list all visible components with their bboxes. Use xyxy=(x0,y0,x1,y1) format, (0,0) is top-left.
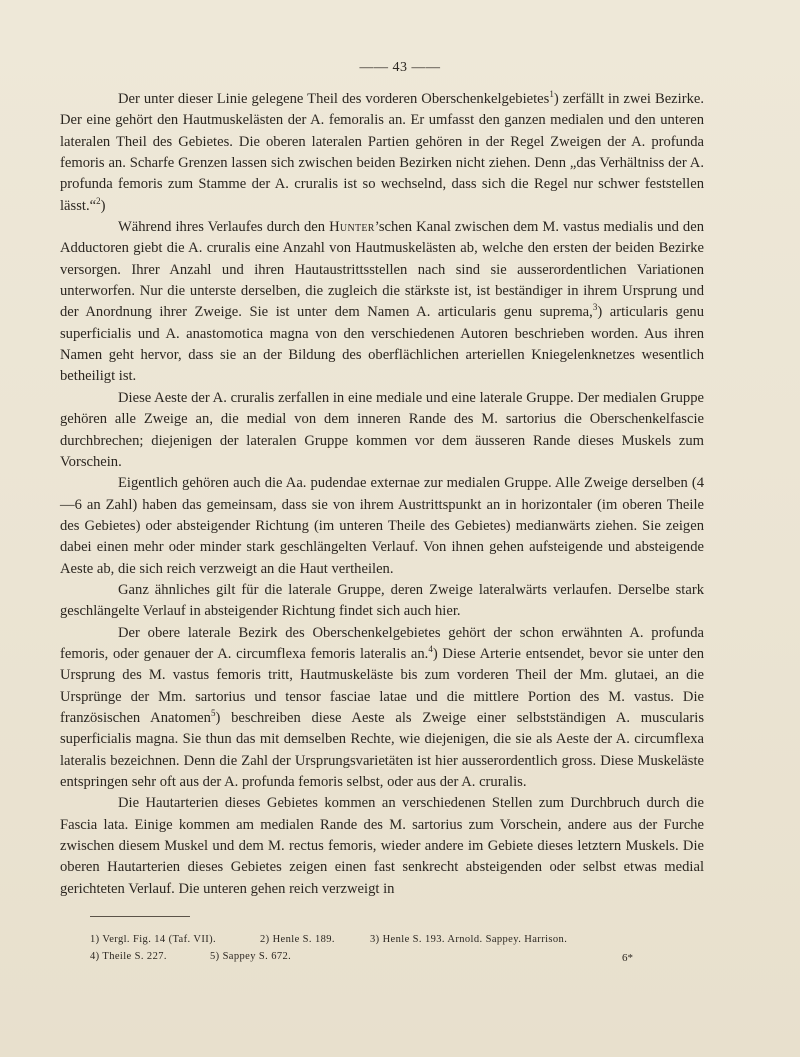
footnote-row-2 xyxy=(90,948,650,965)
footnote-4: 4) Theile S. 227. xyxy=(90,951,167,962)
footnote-1: 1) Vergl. Fig. 14 (Taf. VII). xyxy=(90,934,217,945)
paragraph-1: Der unter dieser Linie gelegene Theil des vorderen Oberschenkelgebietes$^1$) zerfällt in zwei Bezirke. Der eine gehört den Hautmuskelästen der A. femoralis an. Er umfasst den ganzen medialen und den unteren lateralen Theil des Gebietes. Die oberen lateralen Partien gehören in der Regel Zweigen der A. profunda femoris an. Scharfe Grenzen lassen sich zwischen beiden Bezirken nicht ziehen. Denn „das Verhältniss der A. profunda femoris zum Stamme der A. cruralis ist so wechselnd, dass sich die Regel nur schwer feststellen lässt.“$^2$) xyxy=(60,89,704,214)
footnote-ref-2: 2 xyxy=(96,195,101,206)
footnote-ref-5: 5 xyxy=(210,708,216,719)
paragraph-7: Die Hautarterien dieses Gebietes kommen an verschiedenen Stellen zum Durchbruch durch die Fascia lata. Einige kommen am medialen Rande des M. sartorius zum Vorschein, andere aus der Furche zwischen diesem Muskel und dem M. rectus femoris, wieder andere im Gebiete dieses letztern Muskels. Die oberen Hautarterien dieses Gebietes zeigen einen fast senkrecht absteigenden oder selbst etwas medial gerichteten Verlauf. Die unteren gehen reich verzweigt in xyxy=(60,795,704,897)
footnote-ref-4: 4 xyxy=(428,644,433,655)
paragraph-6: Der obere laterale Bezirk des Oberschenkelgebietes gehört der schon erwähnten A. profunda femoris, oder genauer der A. circumflexa femoris lateralis an.$^4$) Diese Arterie entsendet, bevor sie unter den Ursprung des M. vastus femoris tritt, Hautmuskeläste bis zum vorderen Theil der Mm. glutaei, an die Ursprünge der Mm. sartorius und tensor fasciae latae und die mittlere Portion des M. vastus. Die französischen Anatomen$^5$) beschreiben diese Aeste als Zweige einer selbstständigen A. muscularis superficialis magna. Sie thun das mit demselben Rechte, wie diejenigen, die sie als Aeste der A. circumflexa lateralis bezeichnen. Denn die Zahl der Ursprungsvarietäten ist hier ausserordentlich gross. Diese Muskeläste entspringen sehr oft aus der A. profunda femoris selbst, oder aus der A. cruralis. xyxy=(60,624,704,790)
footnotes xyxy=(90,931,650,965)
paragraph-5: Ganz ähnliches gilt für die laterale Gruppe, deren Zweige lateralwärts verlaufen. Derselbe stark geschlängelte Verlauf in absteigender Richtung findet sich auch hier. xyxy=(60,581,704,620)
paragraph-4: Eigentlich gehören auch die Aa. pudendae externae zur medialen Gruppe. Alle Zweige derselben (4—6 an Zahl) haben das gemeinsam, dass sie von ihrem Austrittspunkt an in horizontaler (im oberen Theile des Gebietes) oder absteigender Richtung (im unteren Theile des Gebietes) medianwärts ziehen. Sie zeigen dabei einen mehr oder minder stark geschlängelten Verlauf. Von ihnen gehen aufsteigende und absteigende Aeste ab, die sich reich verzweigt an die Haut vertheilen. xyxy=(60,475,704,577)
footnote-row-1 xyxy=(90,931,650,948)
footnote-2: 2) Henle S. 189. xyxy=(260,934,335,945)
page-number: —— 43 —— xyxy=(359,60,441,75)
paragraph-3: Diese Aeste der A. cruralis zerfallen in eine mediale und eine laterale Gruppe. Der medialen Gruppe gehören alle Zweige an, die medial von dem inneren Rande des M. sartorius die Oberschenkelfascie durchbrechen; diejenigen der lateralen Gruppe kommen vor dem äusseren Rande dieses Muskels zum Vorschein. xyxy=(60,389,704,470)
body-text xyxy=(60,89,704,900)
paragraph-2: Während ihres Verlaufes durch den Hunter’schen Kanal zwischen dem M. vastus medialis und den Adductoren giebt die A. cruralis eine Anzahl von Hautmuskelästen ab, welche den ersten der beiden Bezirke versorgen. Ihrer Anzahl und ihren Hautaustrittsstellen nach sind sie ausserordentlichen Variationen unterworfen. Nur die unterste derselben, die zugleich die stärkste ist, ist beständiger in ihrem Ursprung und der Anordnung ihrer Zweige. Sie ist unter dem Namen A. articularis genu suprema,$^3$) articularis genu superficialis und A. anastomotica magna von den verschiedenen Autoren beschrieben worden. Aus ihren Namen geht hervor, dass sie an der Bildung des oberflächlichen arteriellen Kniegelenknetzes wesentlich betheiligt ist. xyxy=(60,219,704,385)
signature-mark: 6* xyxy=(622,952,633,964)
footnote-divider xyxy=(90,916,190,917)
author-name-hunter: Hunter xyxy=(329,219,375,236)
footnote-5: 5) Sappey S. 672. xyxy=(210,951,292,962)
footnote-ref-1: 1 xyxy=(549,89,554,100)
footnote-ref-3: 3 xyxy=(592,302,598,313)
footnote-3: 3) Henle S. 193. Arnold. Sappey. Harrison. xyxy=(370,934,568,945)
